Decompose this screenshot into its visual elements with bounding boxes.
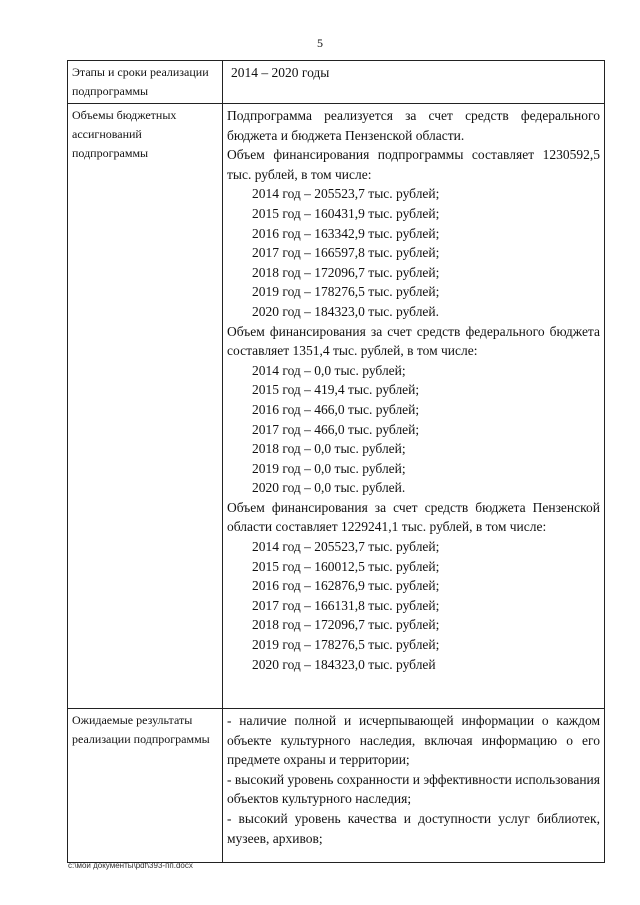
stages-label: Этапы и сроки реализации подпрограммы [68,61,223,104]
table-row-budget [68,104,605,709]
regional-years-list [227,537,600,674]
regional-year-line: 2019 год – 178276,5 тыс. рублей; [252,637,440,653]
results-content [223,709,605,863]
table-row-results [68,709,605,863]
federal-year-line: 2016 год – 466,0 тыс. рублей; [252,401,420,417]
total-year-line: 2015 год – 160431,9 тыс. рублей; [252,205,440,221]
regional-year-line: 2017 год – 166131,8 тыс. рублей; [252,597,440,613]
federal-years-list [227,361,600,498]
regional-year-line: 2018 год – 172096,7 тыс. рублей; [252,617,440,633]
total-year-line: 2020 год – 184323,0 тыс. рублей. [252,303,440,319]
federal-year-line: 2015 год – 419,4 тыс. рублей; [252,382,420,398]
total-year-line: 2017 год – 166597,8 тыс. рублей; [252,245,440,261]
budget-label: Объемы бюджетных ассигнований подпрограммы [68,104,223,709]
page-number: 5 [317,36,323,50]
table-row-stages [68,61,605,104]
federal-year-line: 2014 год – 0,0 тыс. рублей; [252,362,406,378]
federal-year-line: 2017 год – 466,0 тыс. рублей; [252,421,420,437]
federal-year-line: 2020 год – 0,0 тыс. рублей. [252,480,406,496]
passport-table [67,60,605,863]
total-year-line: 2016 год – 163342,9 тыс. рублей; [252,225,440,241]
federal-year-line: 2019 год – 0,0 тыс. рублей; [252,460,406,476]
total-year-line: 2019 год – 178276,5 тыс. рублей; [252,284,440,300]
regional-year-line: 2015 год – 160012,5 тыс. рублей; [252,558,440,574]
stages-value: 2014 – 2020 годы [231,65,330,80]
budget-intro: Подпрограмма реализуется за счет средств федерального бюджета и бюджета Пензенской области. [227,108,600,143]
result-item: - высокий уровень качества и доступности услуг библиотек, музеев, архивов; [227,810,600,846]
results-label: Ожидаемые результаты реализации подпрограммы [68,709,223,863]
total-year-line: 2018 год – 172096,7 тыс. рублей; [252,264,440,280]
regional-year-line: 2014 год – 205523,7 тыс. рублей; [252,539,440,555]
total-year-line: 2014 год – 205523,7 тыс. рублей; [252,186,440,202]
total-financing-text: Объем финансирования подпрограммы составляет 1230592,5 тыс. рублей, в том числе: [227,147,600,182]
federal-year-line: 2018 год – 0,0 тыс. рублей; [252,441,406,457]
footer-file-path: c:\мои документы\pdf\393-пп.docx [68,861,193,870]
federal-financing-text: Объем финансирования за счет средств федерального бюджета составляет 1351,4 тыс. рублей, в том числе: [227,323,600,359]
budget-content [223,104,605,709]
total-years-list [227,184,600,321]
regional-year-line: 2016 год – 162876,9 тыс. рублей; [252,578,440,594]
result-item: - высокий уровень сохранности и эффективности использования объектов культурного наследия; [227,771,600,807]
regional-year-line: 2020 год – 184323,0 тыс. рублей [252,656,436,672]
regional-financing-text: Объем финансирования за счет средств бюджета Пензенской области составляет 1229241,1 тыс. рублей, в том числе: [227,499,600,535]
result-item: - наличие полной и исчерпывающей информации о каждом объекте культурного наследия, включая информацию о его предмете охраны и территории; [227,713,600,768]
